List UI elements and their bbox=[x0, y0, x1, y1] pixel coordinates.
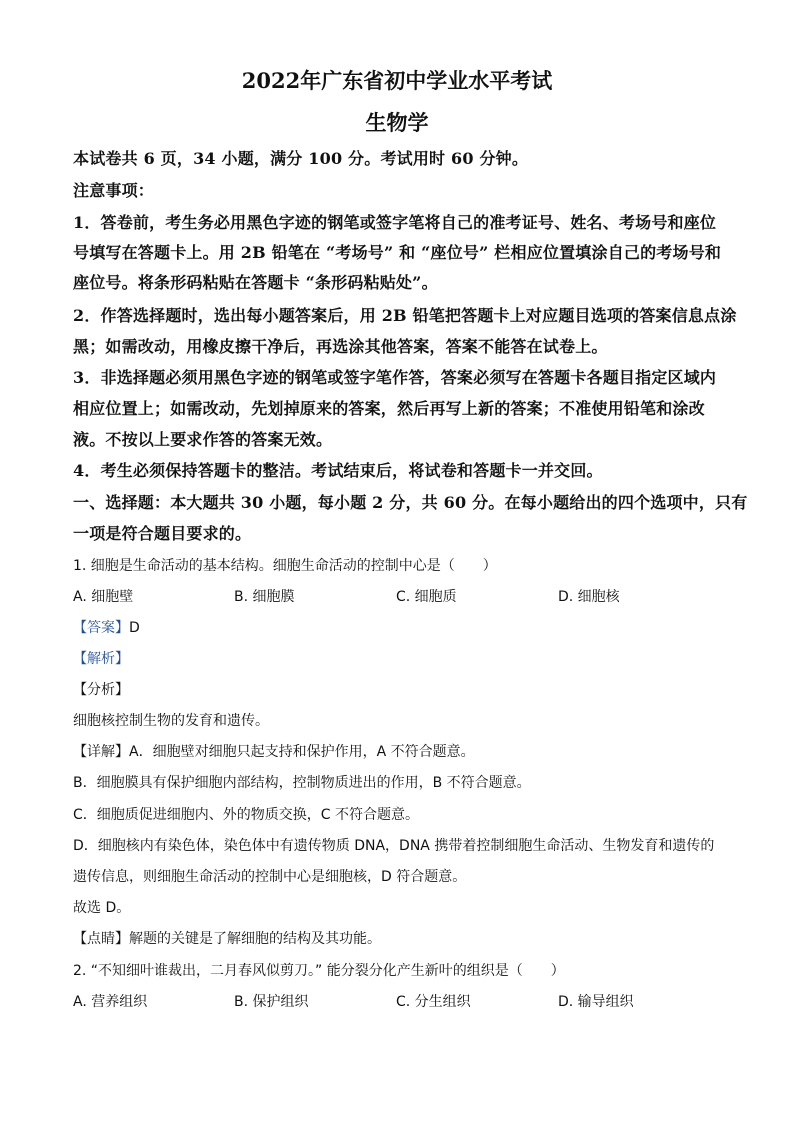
question-1-option-c: C. 细胞质 bbox=[396, 589, 457, 605]
detail-line: B．细胞膜具有保护细胞内部结构，控制物质进出的作用，B 不符合题意。 bbox=[73, 775, 531, 791]
notice-line: 1．答卷前，考生务必用黑色字迹的钢笔或签字笔将自己的准考证号、姓名、考场号和座位 bbox=[73, 213, 717, 232]
exam-subject: 生物学 bbox=[365, 110, 429, 135]
notice-heading: 注意事项： bbox=[73, 181, 155, 200]
dianjing-line bbox=[73, 929, 381, 949]
detail-line: D．细胞核内有染色体，染色体中有遗传物质 DNA，DNA 携带着控制细胞生命活动、生物发育和遗传的 bbox=[73, 838, 715, 854]
fenxi-text: 细胞核控制生物的发育和遗传。 bbox=[73, 713, 269, 729]
notice-line: 黑；如需改动，用橡皮擦干净后，再选涂其他答案，答案不能答在试卷上。 bbox=[73, 337, 608, 356]
answer-tag: 【答案】 bbox=[73, 620, 129, 636]
detail-line bbox=[73, 742, 475, 762]
fenxi-tag: 【分析】 bbox=[73, 682, 129, 698]
question-2-option-b: B. 保护组织 bbox=[234, 994, 309, 1010]
detail-line: 故选 D。 bbox=[73, 900, 131, 916]
notice-line: 3．非选择题必须用黑色字迹的钢笔或签字笔作答，答案必须写在答题卡各题目指定区域内 bbox=[73, 368, 717, 387]
question-2-option-d: D. 输导组织 bbox=[558, 994, 634, 1010]
section-heading: 一、选择题：本大题共 30 小题，每小题 2 分，共 60 分。在每小题给出的四个选项中，只有 bbox=[73, 493, 748, 512]
notice-line: 4．考生必须保持答题卡的整洁。考试结束后，将试卷和答题卡一并交回。 bbox=[73, 461, 603, 480]
question-2-option-c: C. 分生组织 bbox=[396, 994, 471, 1010]
detail-text: A．细胞壁对细胞只起支持和保护作用，A 不符合题意。 bbox=[129, 744, 475, 760]
question-1-option-d: D. 细胞核 bbox=[558, 589, 620, 605]
analysis-tag: 【解析】 bbox=[73, 651, 129, 667]
question-1-option-a: A. 细胞壁 bbox=[73, 589, 134, 605]
notice-line: 2．作答选择题时，选出每小题答案后，用 2B 铅笔把答题卡上对应题目选项的答案信息点涂 bbox=[73, 306, 737, 325]
notice-line: 座位号。将条形码粘贴在答题卡 “条形码粘贴处”。 bbox=[73, 273, 438, 292]
dianjing-text: 解题的关键是了解细胞的结构及其功能。 bbox=[129, 931, 381, 947]
exam-title: 2022年广东省初中学业水平考试 bbox=[241, 68, 553, 93]
dianjing-tag: 【点睛】 bbox=[73, 931, 129, 947]
answer-value: D bbox=[129, 620, 140, 636]
question-1-option-b: B. 细胞膜 bbox=[234, 589, 295, 605]
detail-line: 遗传信息，则细胞生命活动的控制中心是细胞核，D 符合题意。 bbox=[73, 869, 467, 885]
question-2-option-a: A. 营养组织 bbox=[73, 994, 148, 1010]
detail-line: C．细胞质促进细胞内、外的物质交换，C 不符合题意。 bbox=[73, 807, 419, 823]
exam-summary: 本试卷共 6 页，34 小题，满分 100 分。考试用时 60 分钟。 bbox=[73, 149, 529, 168]
answer-line bbox=[73, 618, 140, 638]
section-heading: 一项是符合题目要求的。 bbox=[73, 524, 252, 543]
notice-line: 相应位置上；如需改动，先划掉原来的答案，然后再写上新的答案；不准使用铅笔和涂改 bbox=[73, 399, 705, 418]
question-1-stem: 1. 细胞是生命活动的基本结构。细胞生命活动的控制中心是（ ） bbox=[73, 558, 497, 574]
notice-line: 号填写在答题卡上。用 2B 铅笔在 “考场号” 和 “座位号” 栏相应位置填涂自己的考场号和 bbox=[73, 243, 722, 262]
notice-line: 液。不按以上要求作答的答案无效。 bbox=[73, 430, 333, 449]
detail-tag: 【详解】 bbox=[73, 744, 129, 760]
question-2-stem: 2. “不知细叶谁裁出，二月春风似剪刀。” 能分裂分化产生新叶的组织是（ ） bbox=[73, 963, 565, 979]
